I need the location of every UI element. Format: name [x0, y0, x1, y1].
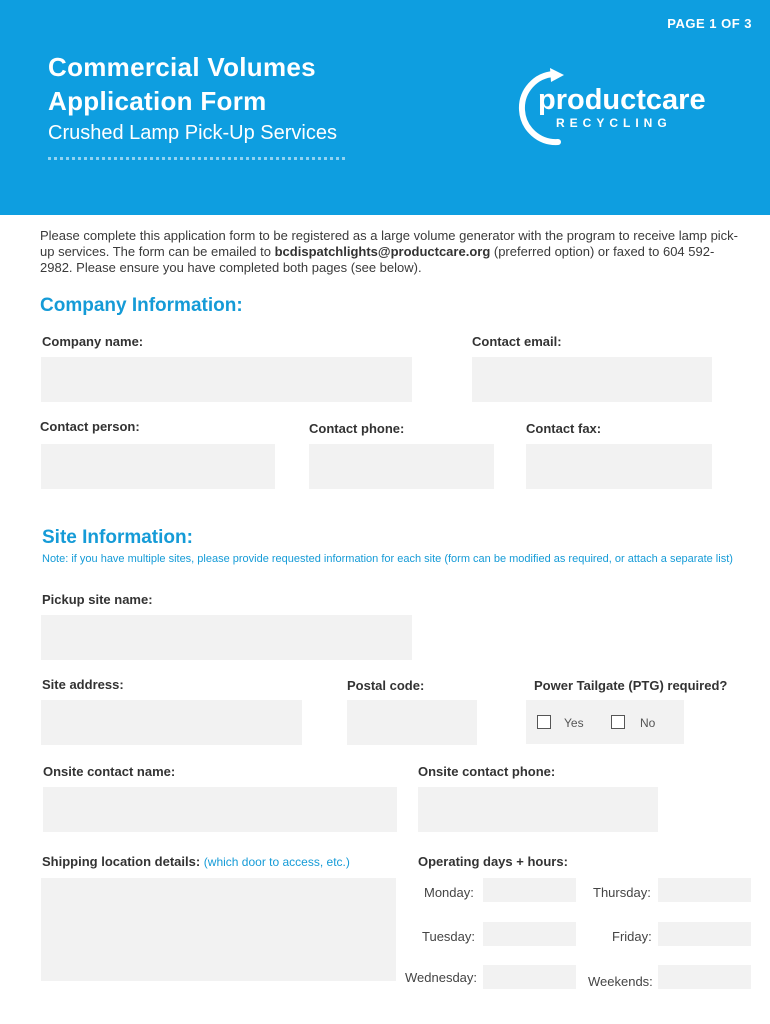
- header-banner: [0, 0, 770, 215]
- contact-fax-label: Contact fax:: [526, 421, 602, 436]
- page-indicator: PAGE 1 OF 3: [667, 16, 752, 31]
- contact-phone-label: Contact phone:: [309, 421, 405, 436]
- intro-email[interactable]: bcdispatchlights@productcare.org: [274, 244, 491, 259]
- site-address-label: Site address:: [42, 677, 124, 692]
- ptg-no-checkbox[interactable]: [611, 715, 625, 729]
- friday-hours-field[interactable]: [658, 922, 751, 946]
- contact-email-label: Contact email:: [472, 334, 562, 349]
- ptg-yes-checkbox[interactable]: [537, 715, 551, 729]
- onsite-contact-phone-field[interactable]: [418, 787, 658, 832]
- wednesday-hours-field[interactable]: [483, 965, 576, 989]
- weekends-hours-field[interactable]: [658, 965, 751, 989]
- site-note: Note: if you have multiple sites, please provide requested information for each site (form can be modified as required, or attach a separate list): [42, 553, 733, 565]
- company-name-label: Company name:: [42, 334, 144, 349]
- intro-paragraph: [40, 228, 740, 276]
- contact-phone-field[interactable]: [309, 444, 494, 489]
- onsite-contact-name-field[interactable]: [43, 787, 397, 832]
- wednesday-label: Wednesday:: [405, 970, 478, 985]
- ptg-options: [526, 700, 684, 744]
- form-title-line1: Commercial Volumes: [48, 52, 316, 82]
- logo-wordmark: productcare: [538, 84, 706, 116]
- tuesday-hours-field[interactable]: [483, 922, 576, 946]
- friday-label: Friday:: [612, 929, 652, 944]
- contact-person-label: Contact person:: [40, 419, 140, 434]
- shipping-location-field[interactable]: [41, 878, 396, 981]
- ptg-no-label: No: [640, 716, 656, 730]
- dotted-divider: [48, 157, 345, 160]
- shipping-location-label: [42, 854, 350, 869]
- thursday-hours-field[interactable]: [658, 878, 751, 902]
- logo-subtext: RECYCLING: [556, 116, 672, 130]
- site-information-heading: Site Information:: [42, 527, 193, 548]
- contact-person-field[interactable]: [41, 444, 275, 489]
- weekends-label: Weekends:: [588, 974, 653, 989]
- form-title-line2: Application Form: [48, 86, 267, 116]
- form-subtitle: Crushed Lamp Pick-Up Services: [48, 122, 337, 144]
- onsite-contact-phone-label: Onsite contact phone:: [418, 764, 556, 779]
- contact-fax-field[interactable]: [526, 444, 712, 489]
- company-name-field[interactable]: [41, 357, 412, 402]
- productcare-logo: [514, 66, 724, 150]
- intro-text-after: (preferred option) or faxed to 604 592-2982. Please ensure you have completed both pages (see below).: [40, 244, 715, 275]
- pickup-site-name-field[interactable]: [41, 615, 412, 660]
- monday-label: Monday:: [424, 885, 474, 900]
- ptg-label: Power Tailgate (PTG) required?: [534, 678, 728, 693]
- company-information-heading: Company Information:: [40, 295, 243, 316]
- ptg-yes-label: Yes: [564, 716, 584, 730]
- tuesday-label: Tuesday:: [422, 929, 475, 944]
- pickup-site-name-label: Pickup site name:: [42, 592, 153, 607]
- shipping-location-label-text: Shipping location details:: [42, 854, 201, 869]
- contact-email-field[interactable]: [472, 357, 712, 402]
- operating-days-label: Operating days + hours:: [418, 854, 568, 869]
- onsite-contact-name-label: Onsite contact name:: [43, 764, 176, 779]
- site-address-field[interactable]: [41, 700, 302, 745]
- postal-code-label: Postal code:: [347, 678, 425, 693]
- shipping-location-hint: (which door to access, etc.): [203, 855, 350, 869]
- intro-text-before: Please complete this application form to be registered as a large volume generator with the program to receive lamp pick-up services. The form can be emailed to: [40, 228, 739, 259]
- form-title: [48, 50, 316, 118]
- monday-hours-field[interactable]: [483, 878, 576, 902]
- postal-code-field[interactable]: [347, 700, 477, 745]
- thursday-label: Thursday:: [593, 885, 651, 900]
